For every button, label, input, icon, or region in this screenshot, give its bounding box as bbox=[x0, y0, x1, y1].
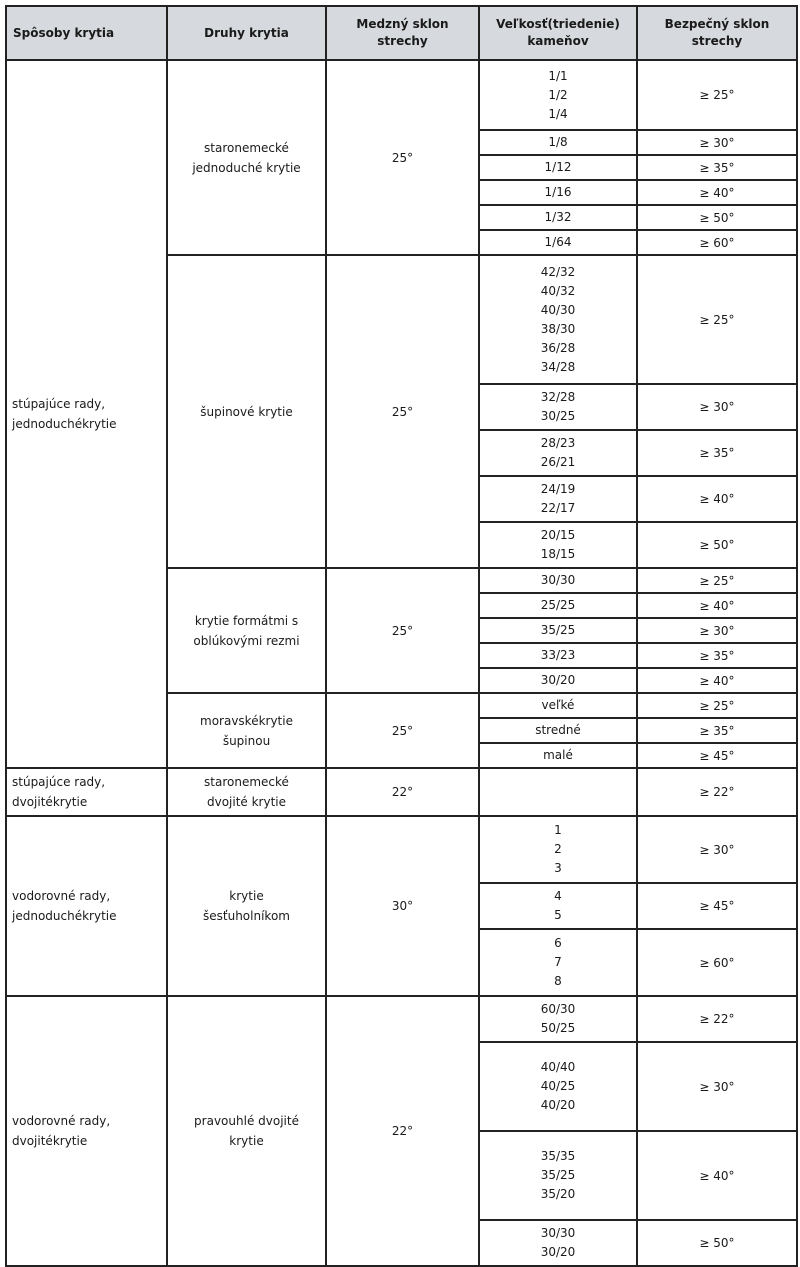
stone-size-value: 36/28 bbox=[540, 340, 576, 355]
covering-type-text: šesťuholníkom bbox=[203, 909, 290, 923]
covering-type-cell bbox=[167, 255, 326, 568]
limit-slope-cell bbox=[326, 693, 479, 768]
stone-size-value: 20/15 bbox=[540, 528, 576, 542]
stone-size-value: 30/25 bbox=[540, 409, 576, 423]
safe-slope-value: ≥ 35° bbox=[699, 160, 735, 175]
stone-size-value: 22/17 bbox=[540, 501, 576, 515]
stone-size-cell bbox=[479, 130, 637, 155]
safe-slope-value: ≥ 30° bbox=[699, 400, 735, 414]
safe-slope-cell bbox=[637, 718, 797, 743]
stone-size-value: 5 bbox=[554, 908, 562, 922]
safe-slope-value: ≥ 40° bbox=[699, 598, 735, 613]
safe-slope-value: ≥ 45° bbox=[699, 748, 735, 763]
limit-slope-value: 25° bbox=[391, 723, 414, 738]
safe-slope-cell bbox=[637, 929, 797, 996]
safe-slope-cell bbox=[637, 743, 797, 768]
safe-slope-value: ≥ 40° bbox=[699, 673, 735, 688]
safe-slope-cell bbox=[637, 205, 797, 230]
stone-size-value: 30/20 bbox=[540, 673, 576, 687]
stone-size-value: 38/30 bbox=[540, 321, 576, 336]
stone-size-value: 26/21 bbox=[540, 455, 576, 469]
stone-size-cell bbox=[479, 255, 637, 384]
covering-type-text: dvojité krytie bbox=[206, 795, 287, 809]
safe-slope-value: ≥ 25° bbox=[699, 312, 735, 327]
covering-type-cell bbox=[167, 60, 326, 255]
stone-size-cell bbox=[479, 230, 637, 255]
stone-size-value: 6 bbox=[554, 936, 562, 950]
covering-type-text: šupinou bbox=[222, 733, 271, 748]
stone-size-value: 30/30 bbox=[540, 573, 576, 587]
stone-size-value: 35/25 bbox=[540, 623, 576, 637]
safe-slope-value: ≥ 40° bbox=[699, 492, 735, 506]
stone-size-value: 4 bbox=[554, 889, 562, 903]
safe-slope-cell bbox=[637, 130, 797, 155]
header-covering-types: Druhy krytia bbox=[167, 6, 326, 60]
limit-slope-value: 22° bbox=[391, 1124, 414, 1138]
safe-slope-value: ≥ 60° bbox=[699, 235, 735, 250]
table-row bbox=[6, 768, 797, 816]
stone-size-value: veľké bbox=[541, 698, 575, 712]
covering-method-cell bbox=[6, 996, 167, 1266]
safe-slope-value: ≥ 40° bbox=[699, 185, 735, 200]
header-covering-methods: Spôsoby krytia bbox=[6, 6, 167, 60]
stone-size-value: 50/25 bbox=[540, 1021, 576, 1035]
table-body bbox=[6, 60, 797, 1266]
header-safe-slope: Bezpečný sklon strechy bbox=[637, 6, 797, 60]
safe-slope-cell bbox=[637, 816, 797, 883]
safe-slope-value: ≥ 35° bbox=[699, 648, 735, 663]
stone-size-value: 34/28 bbox=[540, 359, 576, 374]
safe-slope-cell bbox=[637, 384, 797, 430]
stone-size-cell bbox=[479, 1220, 637, 1266]
covering-type-text: staronemecké bbox=[204, 775, 289, 789]
stone-size-cell bbox=[479, 816, 637, 883]
stone-size-cell bbox=[479, 1131, 637, 1220]
stone-size-value: 1/16 bbox=[544, 185, 572, 199]
covering-type-text: krytie bbox=[229, 1134, 264, 1148]
stone-size-value: 40/20 bbox=[540, 1098, 576, 1112]
safe-slope-value: ≥ 25° bbox=[699, 88, 735, 102]
stone-size-cell bbox=[479, 522, 637, 568]
stone-size-cell bbox=[479, 668, 637, 693]
covering-method-text: jednoduchékrytie bbox=[12, 909, 117, 923]
stone-size-value: 1/12 bbox=[544, 160, 572, 174]
covering-type-text: krytie formátmi s bbox=[194, 613, 299, 628]
stone-size-value: 30/30 bbox=[540, 1226, 576, 1240]
safe-slope-value: ≥ 25° bbox=[699, 573, 735, 588]
limit-slope-value: 25° bbox=[391, 404, 414, 419]
covering-type-text: šupinové krytie bbox=[200, 404, 293, 419]
stone-size-value: 1/64 bbox=[544, 235, 572, 249]
stone-size-value: 40/32 bbox=[540, 283, 576, 298]
stone-size-cell bbox=[479, 618, 637, 643]
safe-slope-value: ≥ 30° bbox=[699, 1079, 735, 1094]
covering-method-cell bbox=[6, 816, 167, 996]
stone-size-cell bbox=[479, 205, 637, 230]
stone-size-value: 3 bbox=[554, 861, 562, 875]
covering-method-cell bbox=[6, 768, 167, 816]
covering-type-cell bbox=[167, 816, 326, 996]
stone-size-value: 2 bbox=[554, 842, 562, 856]
stone-size-value: 33/23 bbox=[540, 648, 576, 662]
stone-size-cell bbox=[479, 155, 637, 180]
stone-size-value: 1/1 bbox=[548, 68, 568, 83]
covering-type-cell bbox=[167, 996, 326, 1266]
stone-size-cell bbox=[479, 568, 637, 593]
stone-size-cell bbox=[479, 693, 637, 718]
limit-slope-value: 22° bbox=[391, 785, 414, 799]
safe-slope-cell bbox=[637, 996, 797, 1042]
safe-slope-value: ≥ 45° bbox=[699, 899, 735, 913]
safe-slope-value: ≥ 30° bbox=[699, 623, 735, 638]
stone-size-value: malé bbox=[543, 748, 573, 762]
covering-type-text: krytie bbox=[229, 889, 264, 903]
table-row bbox=[6, 996, 797, 1042]
covering-method-text: vodorovné rady, bbox=[12, 1114, 111, 1128]
stone-size-value: 40/25 bbox=[540, 1079, 576, 1093]
stone-size-cell bbox=[479, 743, 637, 768]
covering-method-cell bbox=[6, 60, 167, 768]
safe-slope-cell bbox=[637, 1131, 797, 1220]
stone-size-value: 8 bbox=[554, 974, 562, 988]
limit-slope-cell bbox=[326, 60, 479, 255]
stone-size-cell bbox=[479, 384, 637, 430]
table-header-row bbox=[6, 6, 797, 60]
stone-size-value: 40/40 bbox=[540, 1060, 576, 1074]
safe-slope-value: ≥ 30° bbox=[699, 842, 735, 857]
stone-size-cell bbox=[479, 430, 637, 476]
stone-size-value: 28/23 bbox=[540, 436, 576, 450]
covering-method-text: dvojitékrytie bbox=[12, 1134, 88, 1148]
safe-slope-value: ≥ 60° bbox=[699, 955, 735, 970]
safe-slope-value: ≥ 40° bbox=[699, 1168, 735, 1183]
safe-slope-value: ≥ 35° bbox=[699, 723, 735, 738]
stone-size-value: 42/32 bbox=[540, 264, 576, 279]
stone-size-cell bbox=[479, 929, 637, 996]
stone-size-cell bbox=[479, 996, 637, 1042]
safe-slope-cell bbox=[637, 768, 797, 816]
covering-type-text: oblúkovými rezmi bbox=[193, 633, 300, 648]
safe-slope-cell bbox=[637, 476, 797, 522]
table-row bbox=[6, 60, 797, 130]
stone-size-value: 30/20 bbox=[540, 1245, 576, 1259]
safe-slope-cell bbox=[637, 883, 797, 929]
limit-slope-cell bbox=[326, 768, 479, 816]
safe-slope-value: ≥ 35° bbox=[699, 446, 735, 460]
limit-slope-cell bbox=[326, 996, 479, 1266]
covering-type-text: pravouhlé dvojité bbox=[194, 1114, 299, 1128]
stone-size-cell bbox=[479, 60, 637, 130]
stone-size-value: 1/4 bbox=[548, 106, 568, 121]
safe-slope-value: ≥ 50° bbox=[699, 210, 735, 225]
safe-slope-value: ≥ 22° bbox=[699, 1012, 735, 1026]
safe-slope-cell bbox=[637, 618, 797, 643]
safe-slope-value: ≥ 30° bbox=[699, 135, 735, 150]
stone-size-value: 1/2 bbox=[548, 87, 568, 102]
limit-slope-cell bbox=[326, 568, 479, 693]
stone-size-value: 35/20 bbox=[540, 1187, 576, 1201]
covering-type-cell bbox=[167, 568, 326, 693]
header-limit-slope: Medzný sklon strechy bbox=[326, 6, 479, 60]
covering-type-text: moravskékrytie bbox=[200, 713, 293, 728]
stone-size-value: 7 bbox=[554, 955, 562, 969]
limit-slope-cell bbox=[326, 255, 479, 568]
limit-slope-value: 30° bbox=[391, 899, 414, 913]
stone-size-cell bbox=[479, 643, 637, 668]
safe-slope-cell bbox=[637, 430, 797, 476]
stone-size-value: 40/30 bbox=[540, 302, 576, 317]
safe-slope-value: ≥ 50° bbox=[699, 538, 735, 552]
safe-slope-cell bbox=[637, 668, 797, 693]
safe-slope-cell bbox=[637, 1042, 797, 1131]
table-row bbox=[6, 816, 797, 883]
safe-slope-cell bbox=[637, 180, 797, 205]
covering-method-text: vodorovné rady, bbox=[12, 889, 111, 903]
safe-slope-cell bbox=[637, 693, 797, 718]
limit-slope-value: 25° bbox=[391, 623, 414, 638]
safe-slope-value: ≥ 25° bbox=[699, 698, 735, 713]
safe-slope-value: ≥ 22° bbox=[699, 785, 735, 799]
stone-size-cell bbox=[479, 718, 637, 743]
stone-size-value: 1 bbox=[554, 823, 562, 837]
stone-size-value: 1/8 bbox=[548, 135, 568, 149]
covering-method-text: stúpajúce rady, bbox=[12, 397, 106, 411]
stone-size-value: stredné bbox=[535, 723, 581, 737]
stone-size-value: 60/30 bbox=[540, 1002, 576, 1016]
safe-slope-cell bbox=[637, 568, 797, 593]
stone-size-cell bbox=[479, 883, 637, 929]
stone-size-value: 32/28 bbox=[540, 390, 576, 404]
stone-size-value: 18/15 bbox=[540, 547, 576, 561]
covering-type-cell bbox=[167, 693, 326, 768]
safe-slope-cell bbox=[637, 643, 797, 668]
header-stone-size: Veľkosť(triedenie) kameňov bbox=[479, 6, 637, 60]
safe-slope-value: ≥ 50° bbox=[699, 1236, 735, 1250]
safe-slope-cell bbox=[637, 155, 797, 180]
stone-size-cell bbox=[479, 593, 637, 618]
roof-slope-table bbox=[5, 5, 798, 1267]
stone-size-cell bbox=[479, 768, 637, 816]
stone-size-value: 25/25 bbox=[540, 598, 576, 612]
covering-method-text: stúpajúce rady, bbox=[12, 775, 106, 789]
stone-size-cell bbox=[479, 180, 637, 205]
stone-size-cell bbox=[479, 476, 637, 522]
safe-slope-cell bbox=[637, 60, 797, 130]
stone-size-value: 35/35 bbox=[540, 1149, 576, 1163]
limit-slope-cell bbox=[326, 816, 479, 996]
limit-slope-value: 25° bbox=[391, 150, 414, 165]
covering-method-text: dvojitékrytie bbox=[12, 795, 88, 809]
covering-type-cell bbox=[167, 768, 326, 816]
stone-size-cell bbox=[479, 1042, 637, 1131]
safe-slope-cell bbox=[637, 593, 797, 618]
stone-size-value: 24/19 bbox=[540, 482, 576, 496]
safe-slope-cell bbox=[637, 255, 797, 384]
covering-method-text: jednoduchékrytie bbox=[12, 417, 117, 431]
stone-size-value: 1/32 bbox=[544, 210, 572, 224]
covering-type-text: jednoduché krytie bbox=[192, 160, 301, 175]
safe-slope-cell bbox=[637, 230, 797, 255]
safe-slope-cell bbox=[637, 522, 797, 568]
safe-slope-cell bbox=[637, 1220, 797, 1266]
stone-size-value: 35/25 bbox=[540, 1168, 576, 1182]
covering-type-text: staronemecké bbox=[204, 140, 289, 155]
